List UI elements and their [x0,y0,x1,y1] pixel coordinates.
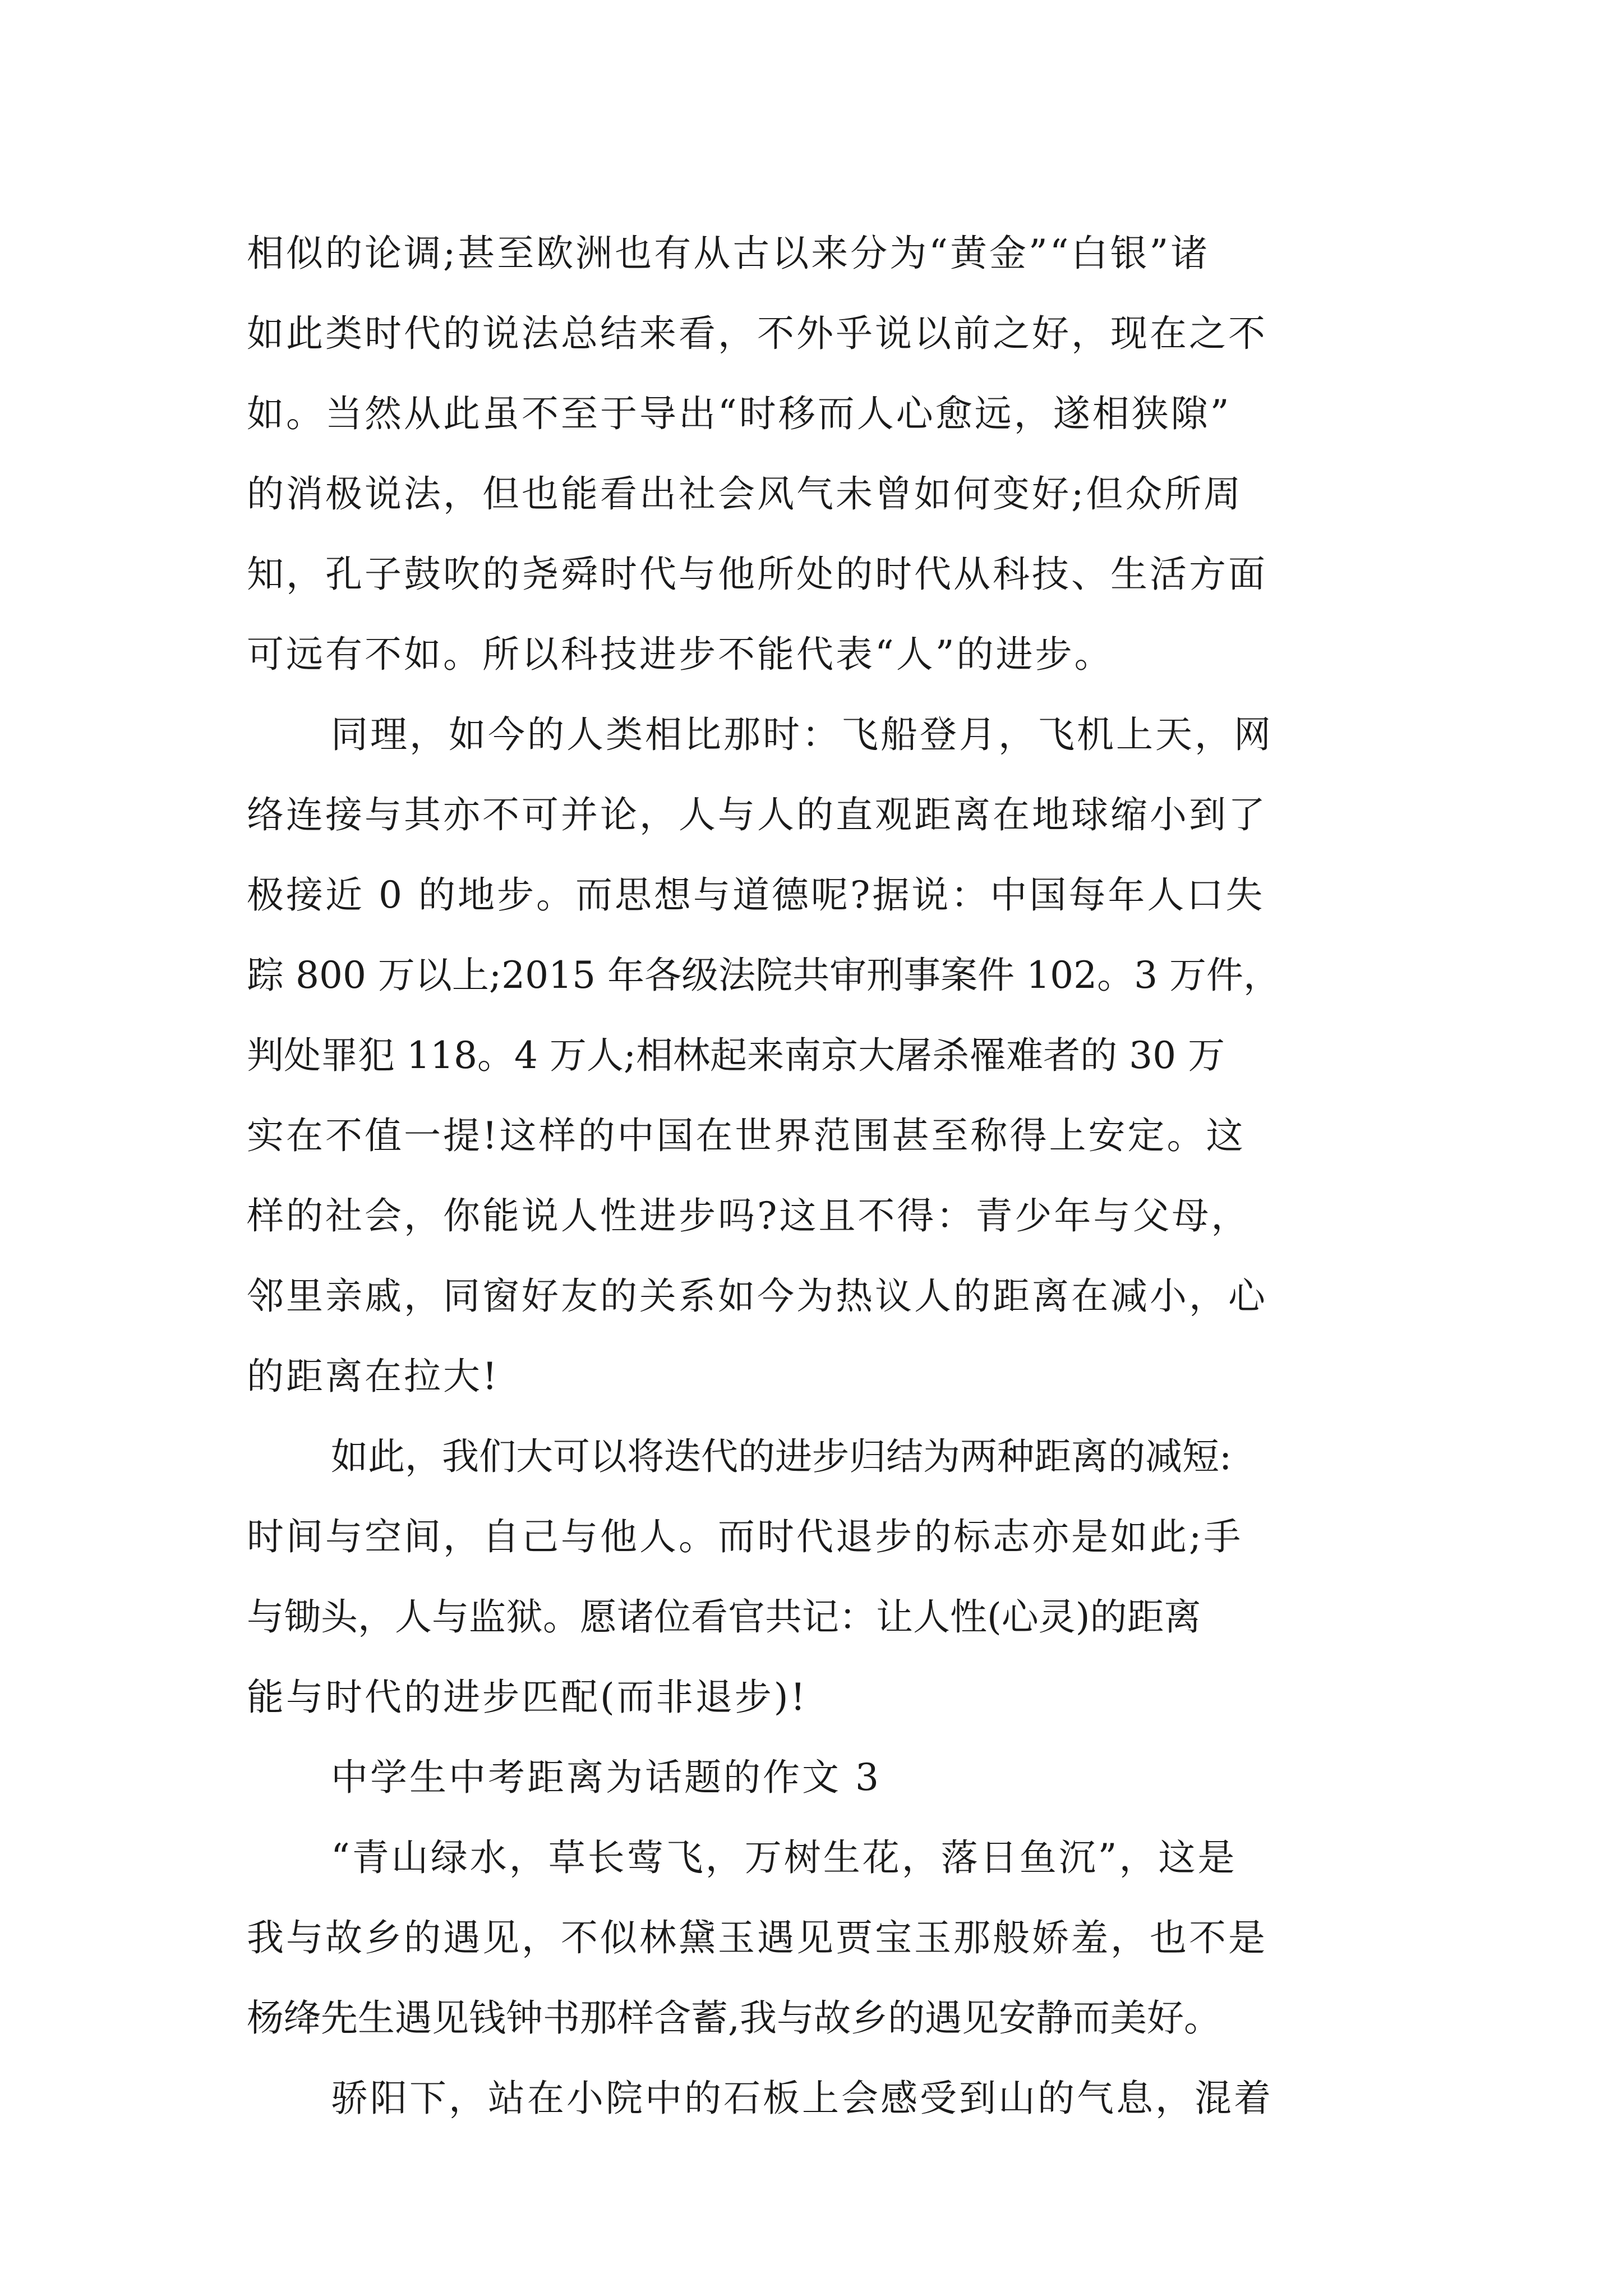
body-text [247,213,1424,2138]
text-line: 踪 800 万以上;2015 年各级法院共审刑事案件 102。3 万件， [247,954,1281,997]
text-line: 可远有不如。所以科技进步不能代表“人”的进步。 [247,633,1114,676]
text-line: 相似的论调;甚至欧洲也有从古以来分为“黄金”“白银”诸 [247,232,1210,275]
text-line: 如此类时代的说法总结来看，不外乎说以前之好，现在之不 [247,312,1267,355]
text-line: 实在不值一提!这样的中国在世界范围甚至称得上安定。这 [247,1114,1246,1157]
text-line: 的消极说法，但也能看出社会风气未曾如何变好;但众所周 [247,472,1243,516]
text-line: 时间与空间，自己与他人。而时代退步的标志亦是如此;手 [247,1515,1243,1558]
text-line: 样的社会，你能说人性进步吗?这且不得：青少年与父母， [247,1194,1251,1237]
text-line: 极接近 0 的地步。而思想与道德呢?据说：中国每年人口失 [247,873,1265,917]
text-line: 我与故乡的遇见，不似林黛玉遇见贾宝玉那般娇羞，也不是 [247,1916,1267,1959]
paragraph-start-line: “青山绿水，草长莺飞，万树生花，落日鱼沉”，这是 [331,1836,1237,1879]
text-line: 知，孔子鼓吹的尧舜时代与他所处的时代从科技、生活方面 [247,553,1267,596]
text-line: 杨绛先生遇见钱钟书那样含蓄,我与故乡的遇见安静而美好。 [247,1996,1221,2040]
paragraph-start-line: 如此，我们大可以将迭代的进步归结为两种距离的减短: [331,1435,1232,1478]
text-line: 络连接与其亦不可并论，人与人的直观距离在地球缩小到了 [247,793,1267,836]
text-line: 判处罪犯 118。4 万人;相林起来南京大屠杀罹难者的 30 万 [247,1034,1225,1077]
text-line: 如。当然从此虽不至于导出“时移而人心愈远，遂相狭隙” [247,392,1232,435]
text-line: 的距离在拉大! [247,1355,500,1398]
paragraph-start-line: 同理，如今的人类相比那时：飞船登月，飞机上天，网 [331,713,1273,756]
text-line: 与锄头，人与监狱。愿诸位看官共记：让人性(心灵)的距离 [247,1595,1201,1639]
text-line: 能与时代的进步匹配(而非退步)! [247,1676,808,1719]
section-heading: 中学生中考距离为话题的作文 3 [331,1756,881,1799]
paragraph-start-line: 骄阳下，站在小院中的石板上会感受到山的气息，混着 [331,2077,1273,2120]
text-line: 邻里亲戚，同窗好友的关系如今为热议人的距离在减小，心 [247,1274,1267,1318]
